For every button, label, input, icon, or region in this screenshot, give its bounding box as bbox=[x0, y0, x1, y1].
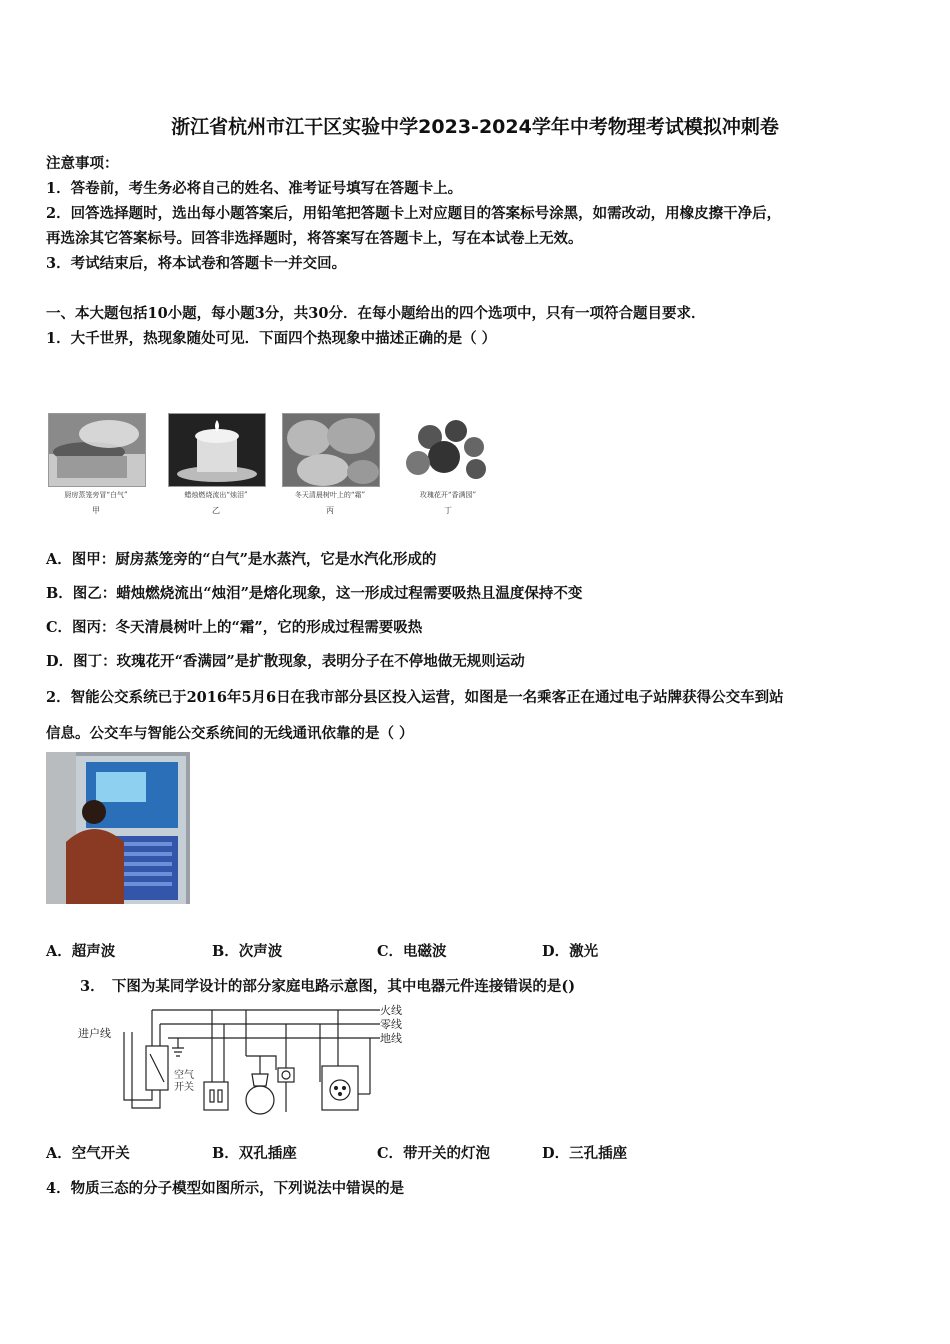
q3-option-d: D．三孔插座 bbox=[542, 1145, 628, 1162]
page-title: 浙江省杭州市江干区实验中学2023-2024学年中考物理考试模拟冲刺卷 bbox=[171, 116, 779, 138]
q2-option-a: A．超声波 bbox=[46, 943, 116, 960]
q3-option-c: C．带开关的灯泡 bbox=[377, 1145, 491, 1162]
breaker-label: 开关 bbox=[174, 1082, 194, 1093]
question-3-stem: 3． 下图为某同学设计的部分家庭电路示意图，其中电器元件连接错误的是() bbox=[80, 978, 576, 995]
breaker-label: 空气 bbox=[174, 1070, 194, 1081]
question-1-stem: 1．大千世界，热现象随处可见．下面四个热现象中描述正确的是（ ） bbox=[46, 330, 497, 347]
question-2-stem: 2．智能公交系统已于2016年5月6日在我市部分县区投入运营，如图是一名乘客正在通过电子站牌获得公交车到站 bbox=[46, 689, 784, 706]
q3-option-b: B．双孔插座 bbox=[212, 1145, 297, 1162]
q2-option-c: C．电磁波 bbox=[377, 943, 447, 960]
figure-label: 甲 bbox=[92, 506, 100, 515]
notice-item: 再选涂其它答案标号。回答非选择题时，将答案写在答题卡上，写在本试卷上无效。 bbox=[46, 230, 583, 247]
q1-option-a: A．图甲：厨房蒸笼旁的“白气”是水蒸汽，它是水汽化形成的 bbox=[46, 551, 437, 568]
q3-option-a: A．空气开关 bbox=[46, 1145, 130, 1162]
figure-label: 丙 bbox=[326, 506, 334, 515]
figure-label: 丁 bbox=[444, 506, 452, 515]
figure-caption: 玫瑰花开“香满园” bbox=[419, 491, 477, 499]
section-heading: 一、本大题包括10小题，每小题3分，共30分．在每小题给出的四个选项中，只有一项符合题目要求． bbox=[46, 305, 706, 322]
q1-option-b: B．图乙：蜡烛燃烧流出“烛泪”是熔化现象，这一形成过程需要吸热且温度保持不变 bbox=[46, 585, 583, 602]
notice-item: 2．回答选择题时，选出每小题答案后，用铅笔把答题卡上对应题目的答案标号涂黑，如需改动，用橡皮擦干净后， bbox=[46, 205, 782, 222]
notice-item: 1．答卷前，考生务必将自己的姓名、准考证号填写在答题卡上。 bbox=[46, 180, 463, 197]
inlet-label: 进户线 bbox=[78, 1027, 111, 1040]
figure-caption: 冬天清晨树叶上的“霜” bbox=[294, 491, 366, 499]
question-2-stem-cont: 信息。公交车与智能公交系统间的无线通讯依靠的是（ ） bbox=[46, 725, 414, 742]
notice-item: 3．考试结束后，将本试卷和答题卡一并交回。 bbox=[46, 255, 347, 272]
q1-option-d: D．图丁：玫瑰花开“香满园”是扩散现象，表明分子在不停地做无规则运动 bbox=[46, 653, 525, 670]
figure-caption: 厨房蒸笼旁冒“白气” bbox=[64, 491, 128, 499]
q2-option-d: D．激光 bbox=[542, 943, 599, 960]
bus-stop-photo bbox=[46, 752, 190, 904]
notice-heading: 注意事项： bbox=[46, 155, 119, 172]
figure-label: 乙 bbox=[212, 506, 220, 515]
ground-wire-label: 地线 bbox=[380, 1032, 402, 1045]
q2-option-b: B．次声波 bbox=[212, 943, 283, 960]
question-4-stem: 4．物质三态的分子模型如图所示，下列说法中错误的是 bbox=[46, 1180, 405, 1197]
q1-option-c: C．图丙：冬天清晨树叶上的“霜”，它的形成过程需要吸热 bbox=[46, 619, 423, 636]
live-wire-label: 火线 bbox=[380, 1004, 402, 1017]
figure-caption: 蜡烛燃烧流出“烛泪” bbox=[184, 491, 248, 499]
circuit-diagram bbox=[76, 1002, 416, 1124]
neutral-wire-label: 零线 bbox=[380, 1018, 402, 1031]
